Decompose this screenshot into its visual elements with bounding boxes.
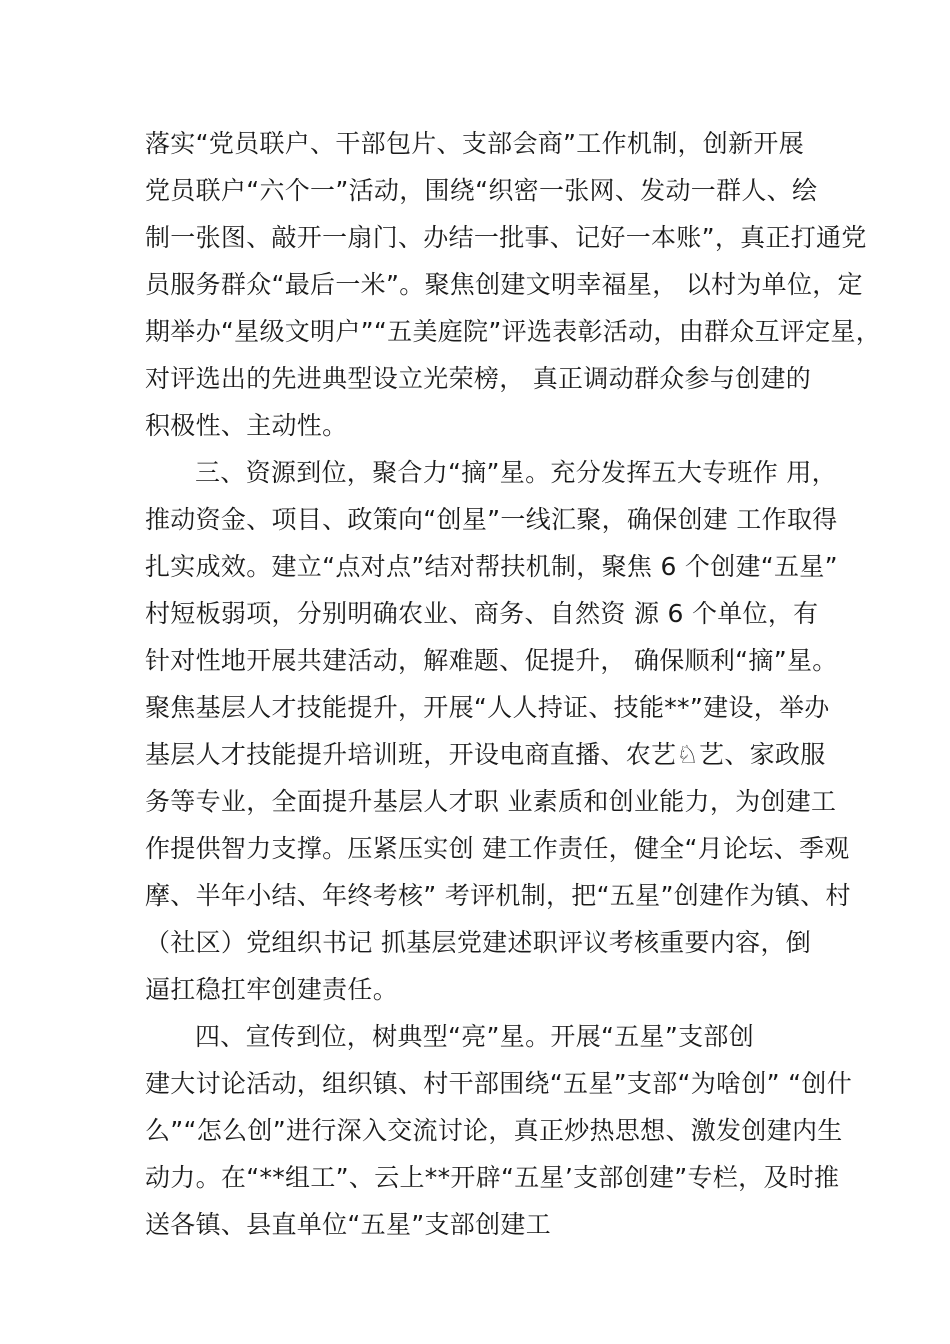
text-line: 聚焦基层人才技能提升，开展“人人持证、技能**”建设，举办	[145, 693, 830, 722]
text-line: （社区）党组织书记 抓基层党建述职评议考核重要内容，倒	[145, 928, 812, 957]
text-line: 扎实成效。建立“点对点”结对帮扶机制，聚焦 6 个创建“五星”	[145, 552, 838, 581]
text-line: 制一张图、敲开一扇门、办结一批事、记好一本账”，真正打通党	[145, 223, 867, 252]
section-heading-line: 三、资源到位，聚合力“摘”星。充分发挥五大专班作 用，	[195, 458, 837, 487]
text-line: 落实“党员联户、干部包片、支部会商”工作机制，创新开展	[145, 129, 805, 158]
text-line: 针对性地开展共建活动，解难题、促提升， 确保顺利“摘”星。	[145, 646, 838, 675]
text-line: 期举办“星级文明户”“五美庭院”评选表彰活动，由群众互评定星，	[145, 317, 882, 346]
text-line: 动力。在“**组工”、云上**开辟“五星’支部创建”专栏，及时推	[145, 1163, 840, 1192]
text-line: 务等专业，全面提升基层人才职 业素质和创业能力，为创建工	[145, 787, 837, 816]
text-line: 作提供智力支撑。压紧压实创 建工作责任，健全“月论坛、季观	[145, 834, 850, 863]
text-line: 摩、半年小结、年终考核” 考评机制，把“五星”创建作为镇、村	[145, 881, 851, 910]
text-line: 员服务群众“最后一米”。聚焦创建文明幸福星， 以村为单位，定	[145, 270, 863, 299]
text-line: 积极性、主动性。	[145, 411, 348, 440]
text-line: 送各镇、县直单位“五星”支部创建工	[145, 1210, 552, 1239]
text-line: 党员联户“六个一”活动，围绕“织密一张网、发动一群人、绘	[145, 176, 818, 205]
text-line: 基层人才技能提升培训班，开设电商直播、农艺♘艺、家政服	[145, 740, 826, 769]
document-body	[145, 120, 882, 1248]
text-line: 逼扛稳扛牢创建责任。	[145, 975, 399, 1004]
text-line: 建大讨论活动，组织镇、村干部围绕“五星”支部“为啥创” “创什	[145, 1069, 853, 1098]
text-line: 推动资金、项目、政策向“创星”一线汇聚，确保创建 工作取得	[145, 505, 838, 534]
section-heading-line: 四、宣传到位，树典型“亮”星。开展“五星”支部创	[195, 1022, 755, 1051]
text-line: 对评选出的先进典型设立光荣榜， 真正调动群众参与创建的	[145, 364, 812, 393]
text-line: 村短板弱项，分别明确农业、商务、自然资 源 6 个单位，有	[145, 599, 819, 628]
text-line: 么”“怎么创”进行深入交流讨论，真正炒热思想、激发创建内生	[145, 1116, 843, 1145]
